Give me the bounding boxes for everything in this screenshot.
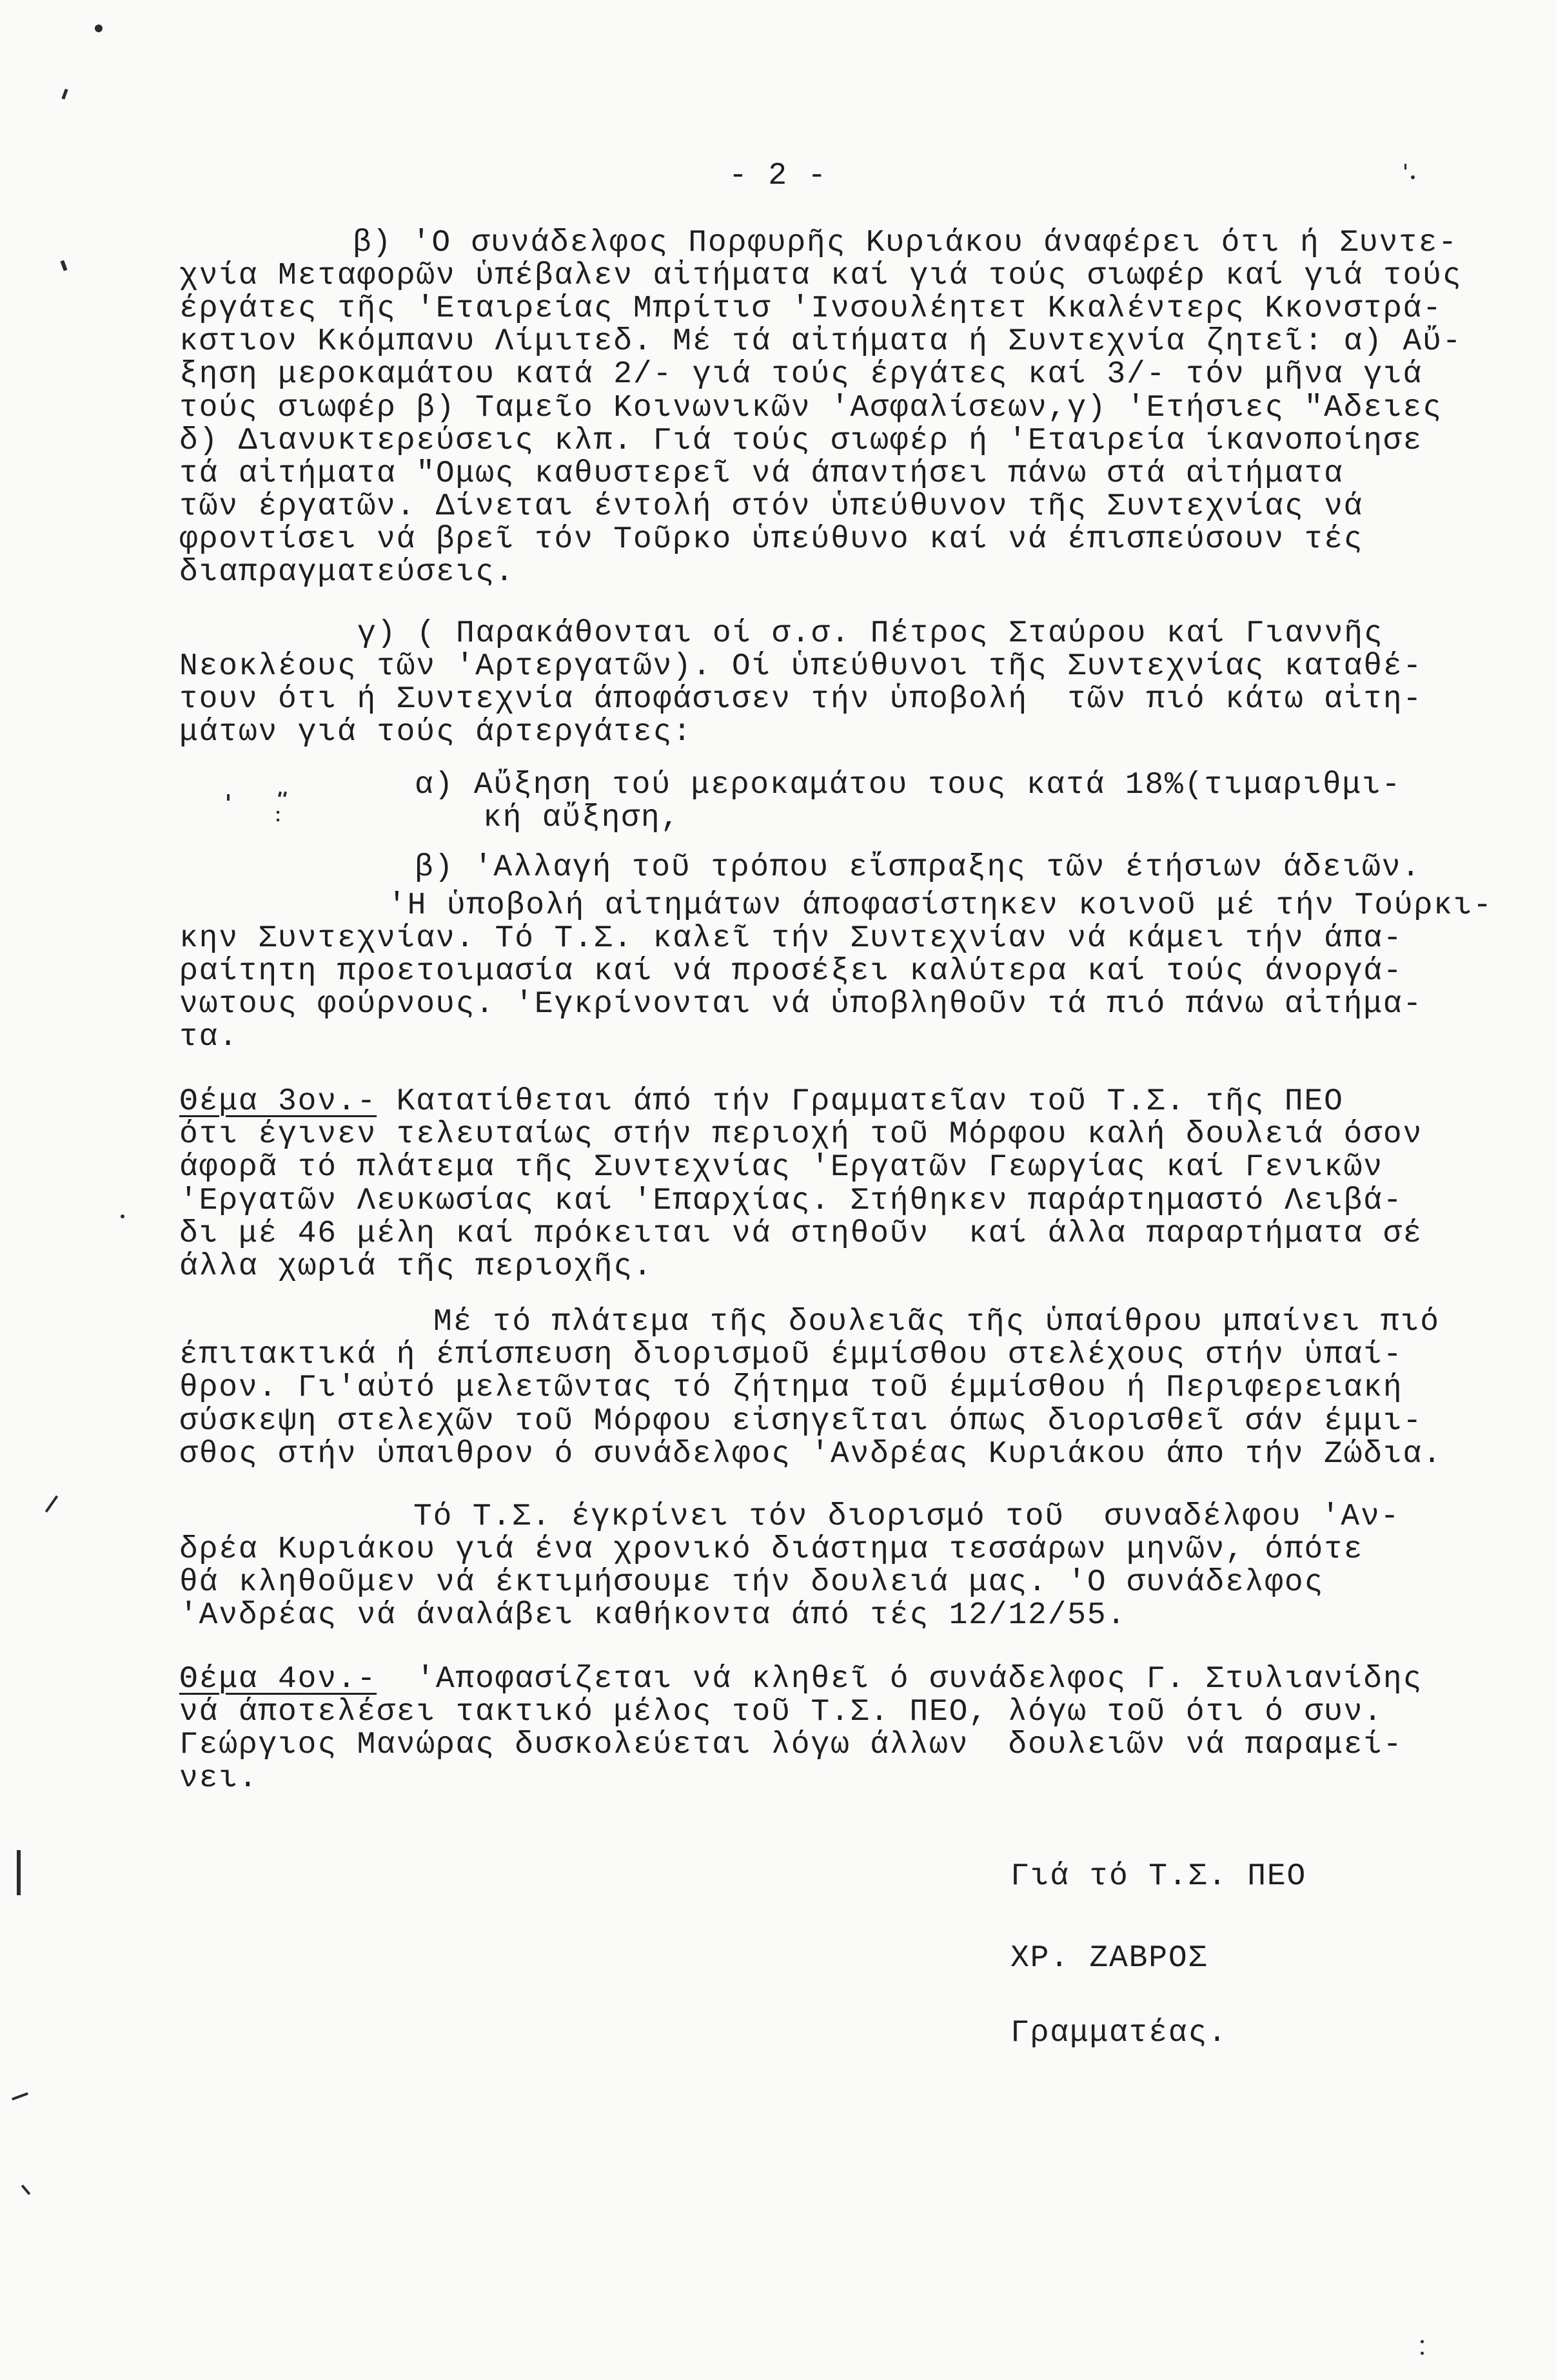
signature-for-line: Γιά τό Τ.Σ. ΠΕΟ [1010,1859,1307,1894]
topic-4-line: νά άποτελέσει τακτικό μέλος τοῦ Τ.Σ. ΠΕΟ, λόγω τοῦ ότι ό συν. [179,1695,1383,1730]
topic-3-line: άλλα χωριά τῆς περιοχῆς. [179,1249,653,1284]
topic-3-paragraph-2 [179,1306,1443,1471]
signature-name: ΧΡ. ΖΑΒΡΟΣ [1010,1941,1208,1976]
paragraph-b-line: κστιον Κκόμπανυ Λίμιτεδ. Μέ τά αἰτήματα ή Συντεχνία ζητεῖ: α) Αὔ- [179,324,1462,360]
topic-4-line: νει. [179,1761,259,1796]
topic-3-paragraph-2-line: σύσκεψη στελεχῶν τοῦ Μόρφου εἰσηγεῖται όπως διορισθεῖ σάν έμμι- [179,1403,1423,1439]
paragraph-c-line: Νεοκλέους τῶν 'Αρτεργατῶν). Οί ὑπεύθυνοι τῆς Συντεχνίας καταθέ- [179,649,1423,684]
approval-line: κην Συντεχνίαν. Τό Τ.Σ. καλεῖ τήν Συντεχνίαν νά κάμει τήν άπα- [179,921,1403,956]
demand-item-a-line: κή αὔξηση, [483,801,681,836]
approval-line: νωτους φούρνους. 'Εγκρίνονται νά ὑποβληθοῦν τά πιό πάνω αἰτήμα- [179,987,1423,1022]
paragraph-c-approval [179,890,1493,1055]
page-number: - 2 - [728,159,828,193]
topic-3-line: 'Εργατῶν Λευκωσίας καί 'Επαρχίας. Στήθηκεν παράρτημαστό Λειβά- [179,1183,1403,1218]
topic-3-line: δι μέ 46 μέλη καί πρόκειται νά στηθοῦν καί άλλα παραρτήματα σέ [179,1216,1423,1251]
scan-speck [1421,2340,1424,2343]
topic-3-heading-line [179,1086,1423,1118]
signature-title: Γραμματέας. [1010,2016,1228,2051]
paragraph-b-line: τά αἰτήματα "Ομως καθυστερεῖ νά άπαντήσει πάνω στά αἰτήματα [179,456,1344,491]
topic-3-paragraph-2-line: έπιτακτικά ή έπίσπευση διορισμοῦ έμμίσθου στελέχους στήν ὑπαί- [179,1338,1403,1373]
scan-speck [12,2092,28,2101]
topic-3-label: Θέμα 3ον.- [179,1084,377,1119]
topic-3-paragraph-2-line: σθος στήν ὑπαιθρον ό συνάδελφος 'Ανδρέας Κυριάκου άπο τήν Ζώδια. [179,1436,1443,1472]
scan-speck [61,89,68,100]
paragraph-b-line: τούς σιωφέρ β) Ταμεῖο Κοινωνικῶν 'Ασφαλίσεων,γ) 'Ετήσιες "Αδειες [179,390,1443,425]
topic-3-line: ότι έγινεν τελευταίως στήν περιοχή τοῦ Μόρφου καλή δουλειά όσον [179,1117,1423,1153]
approval-line: ραίτητη προετοιμασία καί νά προσέξει καλύτερα καί τούς άνοργά- [179,953,1403,989]
scan-speck [17,1850,21,1895]
approval-line: 'Η ὑποβολή αἰτημάτων άποφασίστηκεν κοινοῦ μέ τήν Τούρκι- [388,888,1493,923]
topic-4-label: Θέμα 4ον.- [179,1662,377,1697]
scan-speck [60,260,67,271]
demand-item-a [415,769,1401,835]
scan-speck [277,811,279,814]
scan-speck [283,792,287,797]
paragraph-c-line: τουν ότι ή Συντεχνία άποφάσισεν τήν ὑποβολή τῶν πιό κάτω αἰτη- [179,681,1423,717]
scan-speck [45,1496,58,1513]
scan-speck [95,24,103,32]
topic-3-line: άφορᾶ τό πλάτεμα τῆς Συντεχνίας 'Εργατῶν Γεωργίας καί Γενικῶν [179,1150,1383,1185]
topic-3-paragraph-2-line: Μέ τό πλάτεμα τῆς δουλειᾶς τῆς ὑπαίθρου μπαίνει πιό [433,1305,1440,1340]
paragraph-b [179,227,1462,590]
paragraph-b-line: δ) Διανυκτερεύσεις κλπ. Γιά τούς σιωφέρ ή 'Εταιρεία ίκανοποίησε [179,423,1423,458]
topic-3-paragraph-2-line: θρον. Γι'αὐτό μελετῶντας τό ζήτημα τοῦ έμμίσθου ή Περιφερειακή [179,1370,1403,1406]
topic-4-text: 'Αποφασίζεται νά κληθεῖ ό συνάδελφος Γ. Στυλιανίδης [377,1662,1423,1697]
paragraph-c [179,618,1423,750]
paragraph-c-line: γ) ( Παρακάθονται οί σ.σ. Πέτρος Σταύρου καί Γιαννῆς [357,616,1384,651]
scan-speck [227,794,230,801]
topic-4-line: Γεώργιος Μανώρας δυσκολεύεται λόγω άλλων δουλειῶν νά παραμεί- [179,1728,1403,1763]
scan-speck [21,2185,31,2195]
topic-3-text: Κατατίθεται άπό τήν Γραμματεῖαν τοῦ Τ.Σ. τῆς ΠΕΟ [377,1084,1344,1119]
demand-item-a-line: α) Αὔξηση τού μεροκαμάτου τους κατά 18%(τιμαριθμι- [415,768,1402,803]
paragraph-b-line: ξηση μεροκαμάτου κατά 2/- γιά τούς έργάτες καί 3/- τόν μῆνα γιά [179,357,1423,393]
paragraph-b-line: τῶν έργατῶν. Δίνεται έντολή στόν ὑπεύθυνον τῆς Συντεχνίας νά [179,489,1364,525]
paragraph-b-line: διαπραγματεύσεις. [179,555,515,590]
topic-3-paragraph-3-line: Τό Τ.Σ. έγκρίνει τόν διορισμό τοῦ συναδέλφου 'Αν- [413,1499,1401,1534]
paragraph-b-line: φροντίσει νά βρεῖ τόν Τοῦρκο ὑπεύθυνο καί νά έπισπεύσουν τές [179,522,1364,558]
demand-item-b-line: β) 'Αλλαγή τοῦ τρόπου εἴσπραξης τῶν έτήσιων άδειῶν. [415,850,1421,885]
topic-4-heading-line [179,1663,1423,1696]
topic-3-paragraph-3-line: θά κληθοῦμεν νά έκτιμήσουμε τήν δουλειά μας. 'Ο συνάδελφος [179,1565,1325,1600]
scan-speck [121,1214,124,1218]
scan-speck [1421,2352,1424,2355]
demand-item-b [415,852,1421,884]
topic-3-paragraph-3-line: 'Ανδρέας νά άναλάβει καθήκοντα άπό τές 12/12/55. [179,1598,1127,1634]
paragraph-b-line: έργάτες τῆς 'Εταιρείας Μπρίτισ 'Ινσουλέητετ Κκαλέντερς Κκονστρά- [179,291,1443,326]
scan-speck [277,819,279,821]
scan-speck [278,792,282,797]
topic-3-paragraph-3-line: δρέα Κυριάκου γιά ένα χρονικό διάστημα τεσσάρων μηνῶν, όπότε [179,1532,1364,1567]
approval-line: τα. [179,1020,239,1055]
paragraph-c-line: μάτων γιά τούς άρτεργάτες: [179,715,693,750]
topic-4 [179,1663,1423,1795]
paragraph-b-line: χνία Μεταφορῶν ὑπέβαλεν αἰτήματα καί γιά τούς σιωφέρ καί γιά τούς [179,258,1462,293]
topic-3 [179,1086,1423,1283]
paragraph-b-line: β) 'Ο συνάδελφος Πορφυρῆς Κυριάκου άναφέρει ότι ή Συντε- [353,225,1458,260]
topic-3-paragraph-3 [179,1501,1400,1633]
